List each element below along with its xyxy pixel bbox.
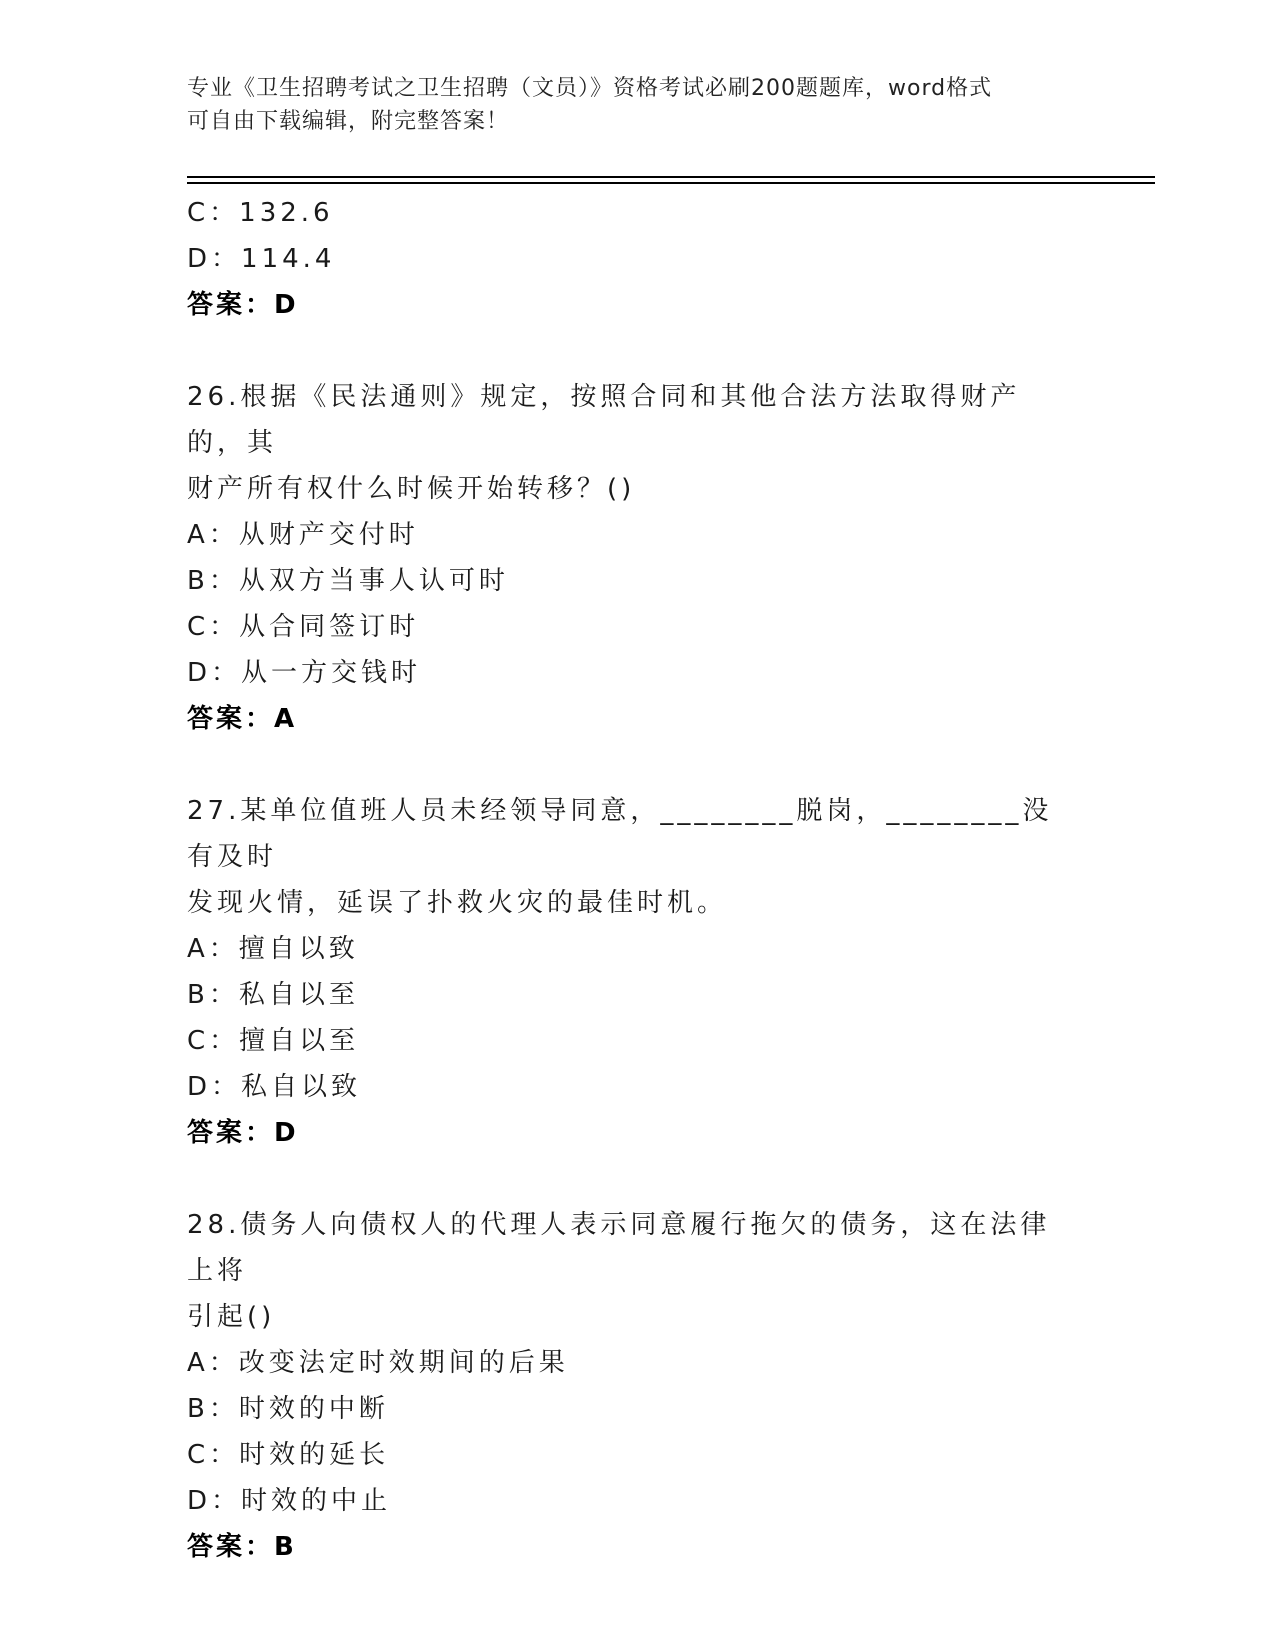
header-divider-thick (187, 176, 1155, 178)
option-a: A：擅自以致 (187, 934, 359, 964)
answer-line: 答案：A (187, 704, 298, 734)
question-stem-line-2: 财产所有权什么时候开始转移？() (187, 474, 636, 504)
answer-line: 答案：B (187, 1532, 297, 1562)
answer-line: 答案：D (187, 290, 299, 320)
question-list (187, 190, 1087, 1570)
option-c: C：从合同签订时 (187, 612, 420, 642)
option-c: C：132.6 (187, 198, 334, 228)
header-line-2: 可自由下载编辑，附完整答案！ (187, 109, 510, 134)
question-28 (187, 1202, 1087, 1570)
header-line-1: 专业《卫生招聘考试之卫生招聘（文员）》资格考试必刷200题题库，word格式 (187, 76, 993, 101)
question-stem-line-1: 26.根据《民法通则》规定，按照合同和其他合法方法取得财产的，其 (187, 382, 1021, 458)
document-header (187, 72, 1077, 138)
previous-question-tail (187, 190, 1087, 328)
question-27 (187, 788, 1087, 1156)
option-a: A：改变法定时效期间的后果 (187, 1348, 569, 1378)
option-c: C：擅自以至 (187, 1026, 360, 1056)
option-b: B：时效的中断 (187, 1394, 389, 1424)
option-d: D：114.4 (187, 244, 336, 274)
question-stem-line-2: 发现火情，延误了扑救火灾的最佳时机。 (187, 888, 728, 918)
answer-line: 答案：D (187, 1118, 299, 1148)
option-d: D：从一方交钱时 (187, 658, 422, 688)
question-stem-line-2: 引起() (187, 1302, 276, 1332)
question-26 (187, 374, 1087, 742)
option-b: B：从双方当事人认可时 (187, 566, 509, 596)
option-d: D：时效的中止 (187, 1486, 392, 1516)
option-a: A：从财产交付时 (187, 520, 419, 550)
option-d: D：私自以致 (187, 1072, 362, 1102)
option-c: C：时效的延长 (187, 1440, 390, 1470)
question-stem-line-1: 28.债务人向债权人的代理人表示同意履行拖欠的债务，这在法律上将 (187, 1210, 1051, 1286)
question-stem-line-1: 27.某单位值班人员未经领导同意，________脱岗，________没有及时 (187, 796, 1053, 872)
header-divider-thin (187, 182, 1155, 184)
option-b: B：私自以至 (187, 980, 359, 1010)
